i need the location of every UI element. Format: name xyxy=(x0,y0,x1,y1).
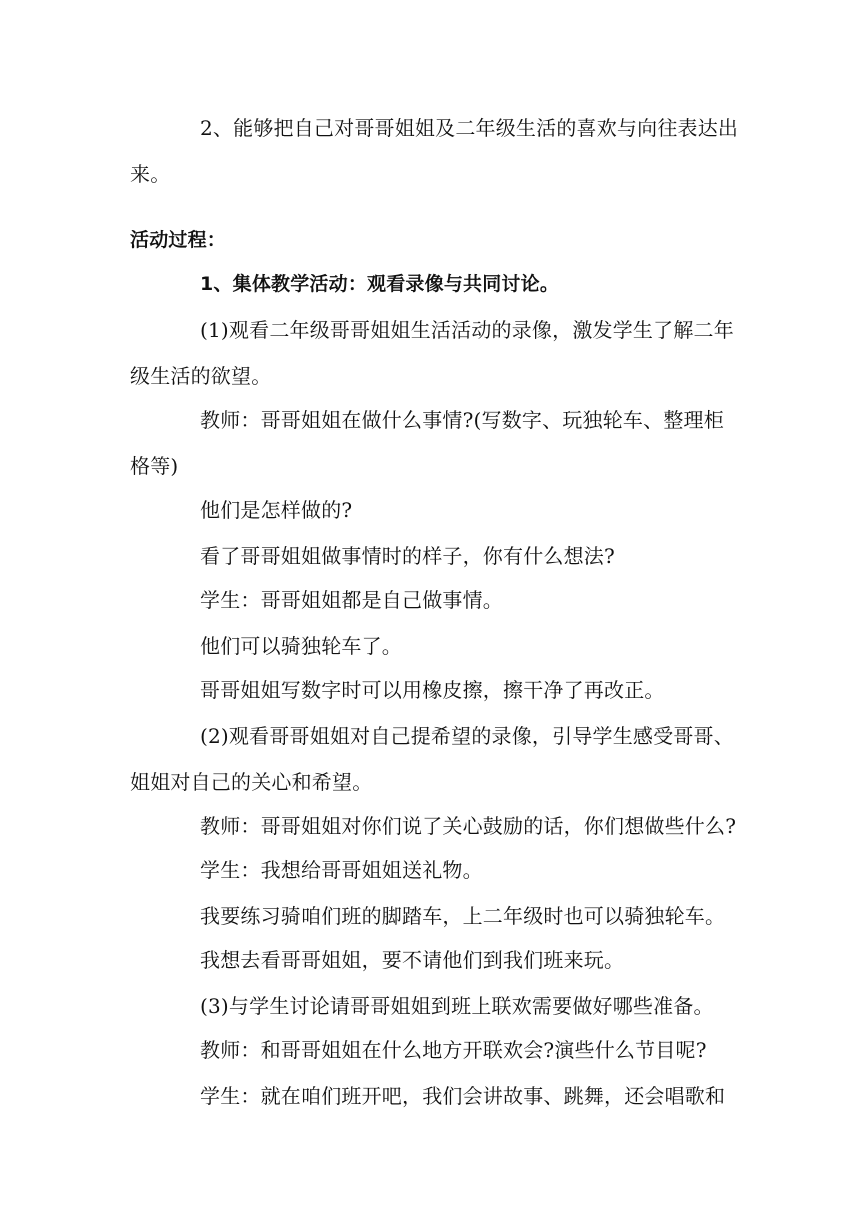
teacher-question-4: 教师：哥哥姐姐对你们说了关心鼓励的话，你们想做些什么? xyxy=(200,814,737,838)
student-answer-2: 他们可以骑独轮车了。 xyxy=(200,634,402,658)
student-answer-7: 学生：就在咱们班开吧，我们会讲故事、跳舞，还会唱歌和 xyxy=(200,1084,726,1108)
student-answer-1: 学生：哥哥姐姐都是自己做事情。 xyxy=(200,588,503,612)
student-answer-6: 我想去看哥哥姐姐，要不请他们到我们班来玩。 xyxy=(200,948,625,972)
student-answer-5: 我要练习骑咱们班的脚踏车，上二年级时也可以骑独轮车。 xyxy=(200,904,726,928)
teacher-question-5: 教师：和哥哥姐姐在什么地方开联欢会?演些什么节目呢? xyxy=(200,1038,707,1062)
teacher-question-1-line-1: 教师：哥哥姐姐在做什么事情?(写数字、玩独轮车、整理柜 xyxy=(200,408,724,432)
item-3: (3)与学生讨论请哥哥姐姐到班上联欢需要做好哪些准备。 xyxy=(200,994,714,1018)
section-heading: 活动过程： xyxy=(130,229,227,251)
teacher-question-3: 看了哥哥姐姐做事情时的样子，你有什么想法? xyxy=(200,544,615,568)
step-1-heading: 1、集体教学活动：观看录像与共同讨论。 xyxy=(200,273,560,295)
student-answer-4: 学生：我想给哥哥姐姐送礼物。 xyxy=(200,858,483,882)
student-answer-3: 哥哥姐姐写数字时可以用橡皮擦，擦干净了再改正。 xyxy=(200,678,665,702)
teacher-question-2: 他们是怎样做的? xyxy=(200,498,353,522)
paragraph-goal-2-line-1: 2、能够把自己对哥哥姐姐及二年级生活的喜欢与向往表达出 xyxy=(200,116,739,140)
item-1-line-2: 级生活的欲望。 xyxy=(130,364,272,388)
item-2-line-2: 姐姐对自己的关心和希望。 xyxy=(130,770,373,794)
item-2-line-1: (2)观看哥哥姐姐对自己提希望的录像，引导学生感受哥哥、 xyxy=(200,724,734,748)
paragraph-goal-2-line-2: 来。 xyxy=(130,162,171,186)
item-1-line-1: (1)观看二年级哥哥姐姐生活活动的录像，激发学生了解二年 xyxy=(200,318,734,342)
teacher-question-1-line-2: 格等) xyxy=(130,454,179,478)
